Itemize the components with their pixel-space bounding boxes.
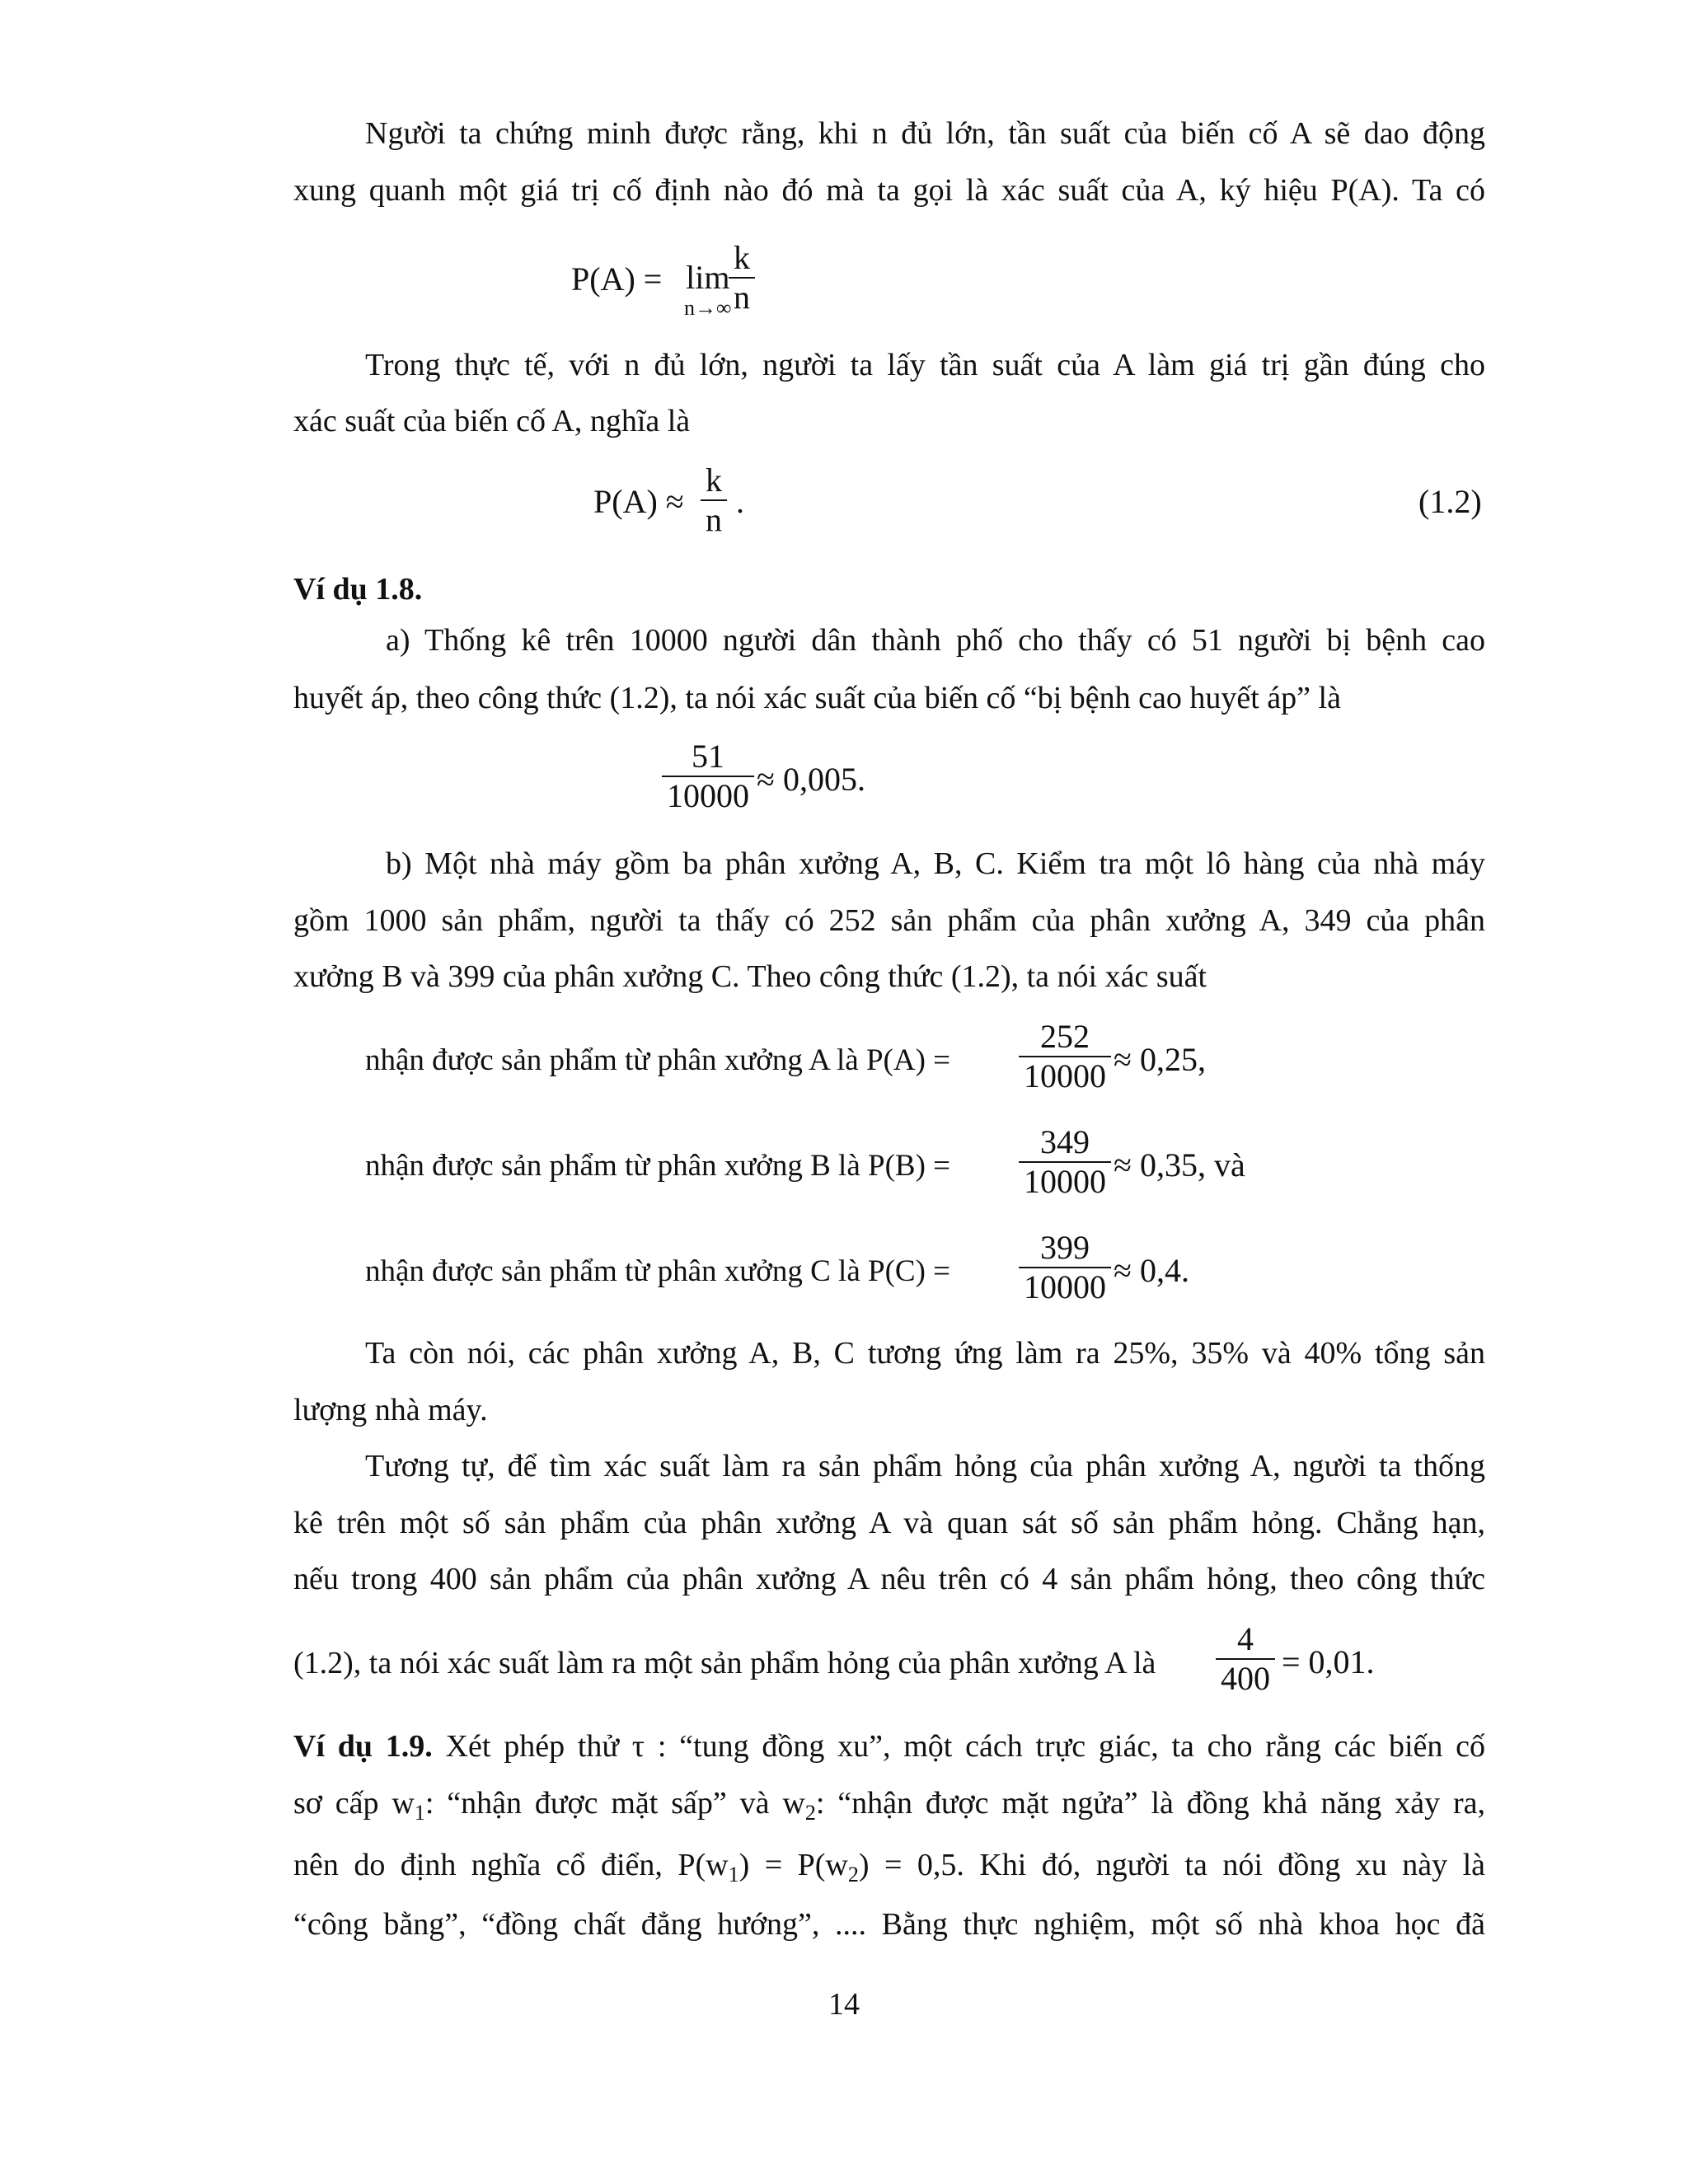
probability-line-a: nhận được sản phẩm từ phân xưởng A là P(A) = xyxy=(365,1043,951,1077)
text-span: : “nhận được mặt ngửa” là đồng khả năng xảy ra, xyxy=(815,1786,1485,1821)
limit-operator xyxy=(684,259,732,320)
page-number: 14 xyxy=(828,1987,860,2022)
fraction xyxy=(701,462,727,539)
equation-tail: ≈ 0,25, xyxy=(1114,1041,1206,1078)
fraction xyxy=(1019,1018,1111,1095)
subscript: 1 xyxy=(728,1863,739,1886)
paragraph-line: Tương tự, để tìm xác suất làm ra sản phẩm hỏng của phân xưởng A, người ta thống xyxy=(365,1449,1485,1483)
text-span: nên do định nghĩa cổ điển, P(w xyxy=(293,1848,729,1882)
paragraph-line: b) Một nhà máy gồm ba phân xưởng A, B, C. Kiểm tra một lô hàng của nhà máy xyxy=(386,846,1485,881)
denominator: 10000 xyxy=(667,777,749,814)
paragraph-line: (1.2), ta nói xác suất làm ra một sản phẩm hỏng của phân xưởng A là xyxy=(293,1646,1156,1680)
equation-tail: = 0,01. xyxy=(1282,1643,1375,1680)
equation-lhs: P(A) ≈ xyxy=(593,483,684,520)
text-span: ) = 0,5. Khi đó, người ta nói đồng xu này là xyxy=(858,1848,1485,1882)
paragraph-line xyxy=(293,1844,1485,1896)
equation-lhs: P(A) = xyxy=(571,260,663,298)
paragraph-line: Người ta chứng minh được rằng, khi n đủ lớn, tần suất của biến cố A sẽ dao động xyxy=(365,116,1485,151)
text-span: : “nhận được mặt sấp” và w xyxy=(424,1786,805,1821)
paragraph-line: xác suất của biến cố A, nghĩa là xyxy=(293,404,691,438)
denominator: 10000 xyxy=(1024,1163,1106,1200)
equation-tail: ≈ 0,005. xyxy=(757,761,865,798)
fraction xyxy=(1019,1123,1111,1201)
equation-label: (1.2) xyxy=(1418,483,1482,520)
denominator: 10000 xyxy=(1024,1057,1106,1094)
numerator: 349 xyxy=(1040,1123,1090,1160)
paragraph-line: gồm 1000 sản phẩm, người ta thấy có 252 sản phẩm của phân xưởng A, 349 của phân xyxy=(293,903,1485,938)
equation-tail: ≈ 0,35, và xyxy=(1114,1146,1245,1183)
subscript: 1 xyxy=(414,1801,425,1825)
paragraph-line: nếu trong 400 sản phẩm của phân xưởng A nêu trên có 4 sản phẩm hỏng, theo công thức xyxy=(293,1562,1485,1596)
fraction xyxy=(662,738,754,815)
paragraph-line: Ta còn nói, các phân xưởng A, B, C tương ứng làm ra 25%, 35% và 40% tổng sản xyxy=(365,1336,1485,1371)
equation-tail: . xyxy=(736,483,744,520)
example-text: Xét phép thử τ : “tung đồng xu”, một cách trực giác, ta cho rằng các biến cố xyxy=(445,1729,1486,1764)
denominator: 10000 xyxy=(1024,1268,1106,1305)
numerator: 252 xyxy=(1040,1018,1090,1055)
paragraph-line: a) Thống kê trên 10000 người dân thành phố cho thấy có 51 người bị bệnh cao xyxy=(386,623,1485,658)
probability-line-b: nhận được sản phẩm từ phân xưởng B là P(B) = xyxy=(365,1149,951,1183)
example-title: Ví dụ 1.9. xyxy=(293,1729,433,1764)
paragraph-line: huyết áp, theo công thức (1.2), ta nói xác suất của biến cố “bị bệnh cao huyết áp” là xyxy=(293,681,1341,715)
numerator: 4 xyxy=(1237,1620,1254,1657)
subscript: 2 xyxy=(847,1863,859,1886)
numerator: 399 xyxy=(1040,1229,1090,1266)
paragraph-line: lượng nhà máy. xyxy=(293,1393,488,1427)
limit-subscript: n→∞ xyxy=(684,296,732,320)
paragraph-line: kê trên một số sản phẩm của phân xưởng A và quan sát số sản phẩm hỏng. Chẳng hạn, xyxy=(293,1506,1485,1540)
subscript: 2 xyxy=(804,1801,816,1825)
numerator: k xyxy=(734,239,750,276)
example-title: Ví dụ 1.8. xyxy=(293,572,423,607)
text-span: sơ cấp w xyxy=(293,1786,415,1821)
paragraph-line: xưởng B và 399 của phân xưởng C. Theo công thức (1.2), ta nói xác suất xyxy=(293,959,1207,994)
paragraph-line: xung quanh một giá trị cố định nào đó mà ta gọi là xác suất của A, ký hiệu P(A). Ta có xyxy=(293,173,1485,208)
paragraph-line: Trong thực tế, với n đủ lớn, người ta lấy tần suất của A làm giá trị gần đúng cho xyxy=(365,348,1485,382)
paragraph-line xyxy=(293,1783,1485,1834)
fraction xyxy=(1019,1229,1111,1306)
text-span: ) = P(w xyxy=(738,1848,848,1882)
probability-line-c: nhận được sản phẩm từ phân xưởng C là P(C) = xyxy=(365,1254,951,1288)
limit-word: lim xyxy=(686,259,730,296)
paragraph-line: “công bằng”, “đồng chất đẳng hướng”, .... Bằng thực nghiệm, một số nhà khoa học đã xyxy=(293,1907,1485,1942)
denominator: n xyxy=(734,279,750,316)
numerator: 51 xyxy=(692,738,724,775)
denominator: 400 xyxy=(1221,1660,1270,1697)
numerator: k xyxy=(706,462,722,499)
equation-tail: ≈ 0,4. xyxy=(1114,1252,1189,1289)
paragraph-line xyxy=(293,1726,1485,1767)
fraction xyxy=(1216,1620,1275,1698)
denominator: n xyxy=(706,501,722,538)
fraction xyxy=(729,239,755,316)
